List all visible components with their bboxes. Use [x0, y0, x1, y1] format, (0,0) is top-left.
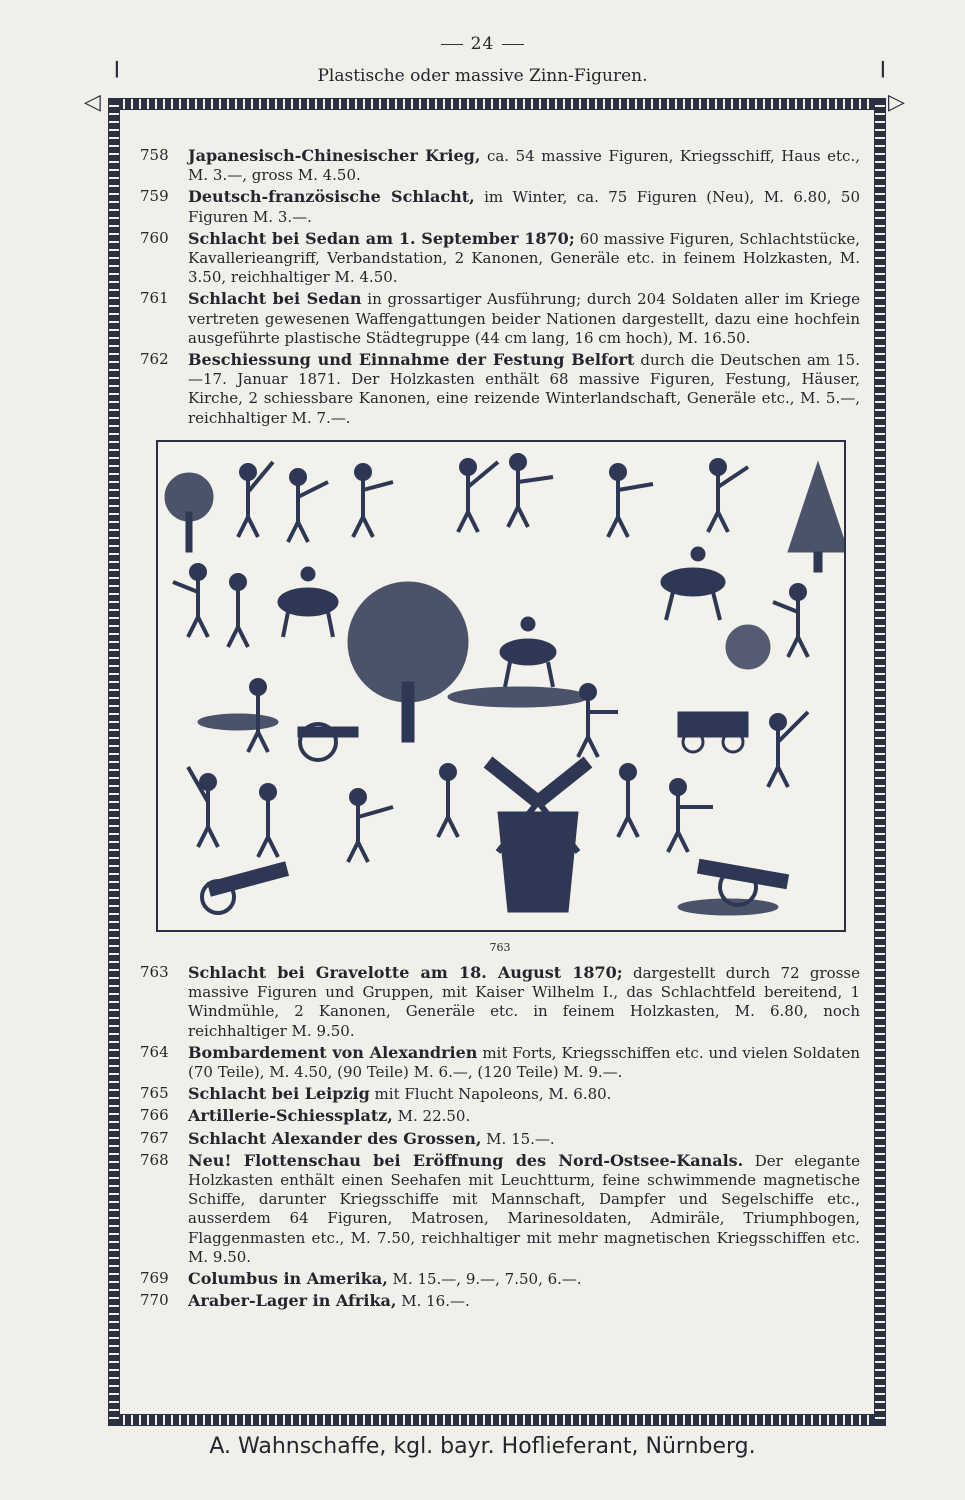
- entry-title: Araber-Lager in Afrika,: [188, 1291, 397, 1311]
- entry-number: 769: [140, 1269, 169, 1288]
- cannon-illustration: [202, 862, 288, 913]
- entry-text: M. 15.—.: [481, 1129, 555, 1148]
- entry-title: Neu! Flottenschau bei Eröffnung des Nord-Ostsee-Kanals.: [188, 1150, 744, 1170]
- catalog-entry: [140, 187, 860, 226]
- page-number-text: 24: [470, 34, 495, 54]
- frame-top-border: [116, 98, 884, 110]
- cavalry-illustration: [278, 567, 338, 637]
- entry-title: Artillerie-Schiessplatz,: [188, 1106, 393, 1126]
- cavalry-illustration: [661, 547, 725, 620]
- entry-number: 766: [140, 1106, 169, 1125]
- entry-title: Beschiessung und Einnahme der Festung Belfort: [188, 350, 635, 370]
- catalog-entry: [140, 1269, 860, 1289]
- entry-title: Schlacht Alexander des Grossen,: [188, 1128, 482, 1148]
- catalog-entry: [140, 963, 860, 1041]
- tree-illustration: [165, 473, 213, 552]
- entry-title: Schlacht bei Gravelotte am 18. August 1870;: [188, 963, 623, 983]
- page-number: [0, 34, 965, 54]
- entry-title: Bombardement von Alexandrien: [188, 1042, 478, 1062]
- entry-text: ca. 54 massive Figuren, Kriegsschiff, Haus etc., M. 3.—, gross M. 4.50.: [188, 147, 860, 185]
- entry-number: 759: [140, 187, 169, 206]
- cavalry-illustration: [500, 617, 556, 687]
- catalog-entry: [140, 1084, 860, 1104]
- frame-left-border: [108, 98, 120, 1426]
- catalog-entry: [140, 1129, 860, 1149]
- frame-right-border: [874, 98, 886, 1426]
- tin-figures-engraving: [158, 442, 844, 930]
- entry-number: 770: [140, 1291, 169, 1310]
- illustration-caption: 763: [489, 940, 511, 954]
- bush-illustration: [726, 625, 770, 669]
- entry-number: 768: [140, 1150, 169, 1169]
- frame-left-arrow-ornament: ◁: [84, 90, 101, 115]
- windmill-illustration: [488, 762, 588, 912]
- entries-after: [140, 963, 860, 1311]
- catalog-entry: [140, 1043, 860, 1082]
- footer-publisher: A. Wahnschaffe, kgl. bayr. Hoflieferant, Nürnberg.: [209, 1434, 756, 1459]
- entry-text: M. 15.—, 9.—, 7.50, 6.—.: [387, 1270, 582, 1289]
- frame-bottom-border: [116, 1414, 884, 1426]
- entry-text: in grossartiger Ausführung; durch 204 Soldaten aller im Kriege vertreten gewesenen Waffengattungen beider Nationen dargestellt, dazu eine hochfein ausgeführte plastische Städtegruppe (44 cm lang, 16 cm hoch), M. 16.50.: [188, 290, 860, 347]
- tree-illustration: [788, 462, 844, 572]
- running-head: Plastische oder massive Zinn-Figuren.: [317, 66, 648, 86]
- catalog-entry: [140, 1106, 860, 1126]
- catalog-entry: [140, 1291, 860, 1311]
- entries-before: [140, 146, 860, 428]
- entry-title: Schlacht bei Leipzig: [188, 1084, 370, 1104]
- entry-number: 763: [140, 963, 169, 982]
- cannon-illustration: [697, 859, 788, 905]
- large-tree-illustration: [348, 582, 468, 742]
- page-number-dash-left: [441, 44, 463, 45]
- entry-number: 758: [140, 146, 169, 164]
- catalog-content: [140, 146, 860, 1314]
- catalog-entry: [140, 350, 860, 428]
- entry-number: 762: [140, 350, 169, 369]
- entry-text: M. 22.50.: [392, 1107, 471, 1126]
- catalog-entry: [140, 1151, 860, 1267]
- entry-title: Schlacht bei Sedan: [188, 289, 362, 309]
- entry-text: durch die Deutschen am 15.—17. Januar 1871. Der Holzkasten enthält 68 massive Figuren, Festung, Häuser, Kirche, 2 schiessbare Kanonen, eine reizende Winterlandschaft, Generäle etc., M. 5.—, reichhaltiger M. 7.—.: [188, 351, 860, 427]
- entry-number: 764: [140, 1042, 169, 1061]
- entry-text: 60 massive Figuren, Schlachtstücke, Kavallerieangriff, Verbandstation, 2 Kanonen, Generäle etc. in feinem Holzkasten, M. 3.50, reichhaltiger M. 4.50.: [188, 229, 860, 287]
- soldier-figures: [173, 455, 808, 862]
- entry-title: Schlacht bei Sedan am 1. September 1870;: [188, 228, 575, 248]
- entry-text: dargestellt durch 72 grosse massive Figuren und Gruppen, mit Kaiser Wilhelm I., das Schlachtfeld bereitend, 1 Windmühle, 2 Kanonen, Generäle etc. in feinem Holzkasten, M. 6.80, noch reichhaltiger M. 9.50.: [188, 964, 860, 1040]
- entry-text: Der elegante Holzkasten enthält einen Seehafen mit Leuchtturm, feine schwimmende magnetische Schiffe, darunter Kriegsschiffe mit Mannschaft, Dampfer und Segelschiffe etc., ausserdem 64 Figuren, Matrosen, Marinesoldaten, Admiräle, Triumphbogen, Flaggenmasten etc., M. 7.50, reichhaltiger mit mehr magnetischen Kriegsschiffen etc. M. 9.50.: [188, 1151, 860, 1266]
- entry-text: im Winter, ca. 75 Figuren (Neu), M. 6.80, 50 Figuren M. 3.—.: [188, 188, 860, 226]
- frame-top-left-ornament: ┃: [112, 62, 122, 78]
- cannon-illustration: [298, 724, 358, 760]
- frame-top-right-ornament: ┃: [878, 62, 888, 78]
- wagon-illustration: [678, 712, 748, 752]
- entry-title: Japanesisch-Chinesischer Krieg,: [188, 146, 481, 165]
- page-number-dash-right: [502, 44, 524, 45]
- entry-number: 767: [140, 1128, 169, 1147]
- entry-number: 760: [140, 228, 169, 247]
- entry-text: M. 16.—.: [396, 1292, 470, 1311]
- entry-title: Deutsch-französische Schlacht,: [188, 187, 475, 207]
- catalog-entry: [140, 146, 860, 185]
- catalog-entry: [140, 289, 860, 348]
- frame-right-arrow-ornament: ▷: [888, 90, 905, 115]
- entry-title: Columbus in Amerika,: [188, 1269, 388, 1289]
- entry-text: mit Forts, Kriegsschiffen etc. und vielen Soldaten (70 Teile), M. 4.50, (90 Teile) M. 6.—, (120 Teile) M. 9.—.: [188, 1043, 860, 1082]
- entry-text: mit Flucht Napoleons, M. 6.80.: [369, 1085, 612, 1104]
- battle-figures-illustration: [156, 440, 846, 932]
- entry-number: 761: [140, 289, 169, 308]
- entry-number: 765: [140, 1084, 169, 1103]
- catalog-entry: [140, 229, 860, 288]
